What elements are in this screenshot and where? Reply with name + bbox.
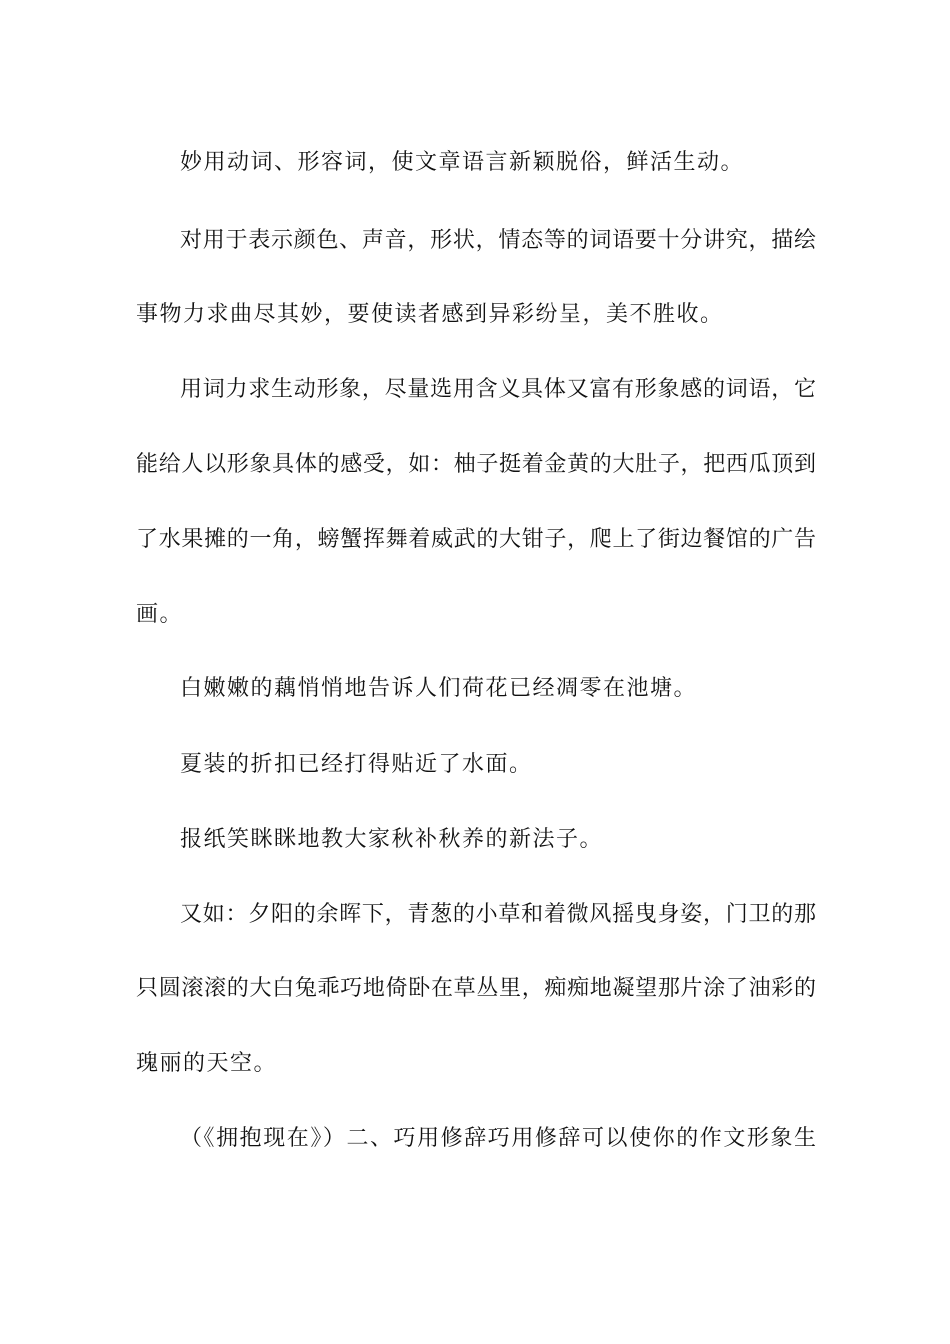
- paragraph-line: （《拥抱现在》）二、巧用修辞巧用修辞可以使你的作文形象生: [180, 1126, 816, 1151]
- paragraph-line: 用词力求生动形象，尽量选用含义具体又富有形象感的词语，它: [180, 377, 816, 402]
- paragraph-line: 能给人以形象具体的感受，如：柚子挺着金黄的大肚子，把西瓜顶到: [136, 452, 816, 477]
- paragraph-line: 了水果摊的一角，螃蟹挥舞着威武的大钳子，爬上了街边餐馆的广告: [136, 527, 816, 552]
- paragraph-line: 报纸笑眯眯地教大家秋补秋养的新法子。: [180, 827, 604, 852]
- paragraph-line: 对用于表示颜色、声音，形状，情态等的词语要十分讲究，描绘: [180, 228, 816, 253]
- paragraph-line: 夏装的折扣已经打得贴近了水面。: [180, 752, 533, 777]
- paragraph-line: 只圆滚滚的大白兔乖巧地倚卧在草丛里，痴痴地凝望那片涂了油彩的: [136, 976, 816, 1001]
- paragraph-line: 白嫩嫩的藕悄悄地告诉人们荷花已经凋零在池塘。: [180, 676, 698, 701]
- paragraph-line: 又如：夕阳的余晖下，青葱的小草和着微风摇曳身姿，门卫的那: [180, 902, 816, 927]
- paragraph-line: 事物力求曲尽其妙，要使读者感到异彩纷呈，美不胜收。: [136, 302, 724, 327]
- paragraph-line: 画。: [136, 602, 184, 627]
- paragraph-line: 妙用动词、形容词，使文章语言新颖脱俗，鲜活生动。: [180, 150, 745, 175]
- paragraph-line: 瑰丽的天空。: [136, 1051, 278, 1076]
